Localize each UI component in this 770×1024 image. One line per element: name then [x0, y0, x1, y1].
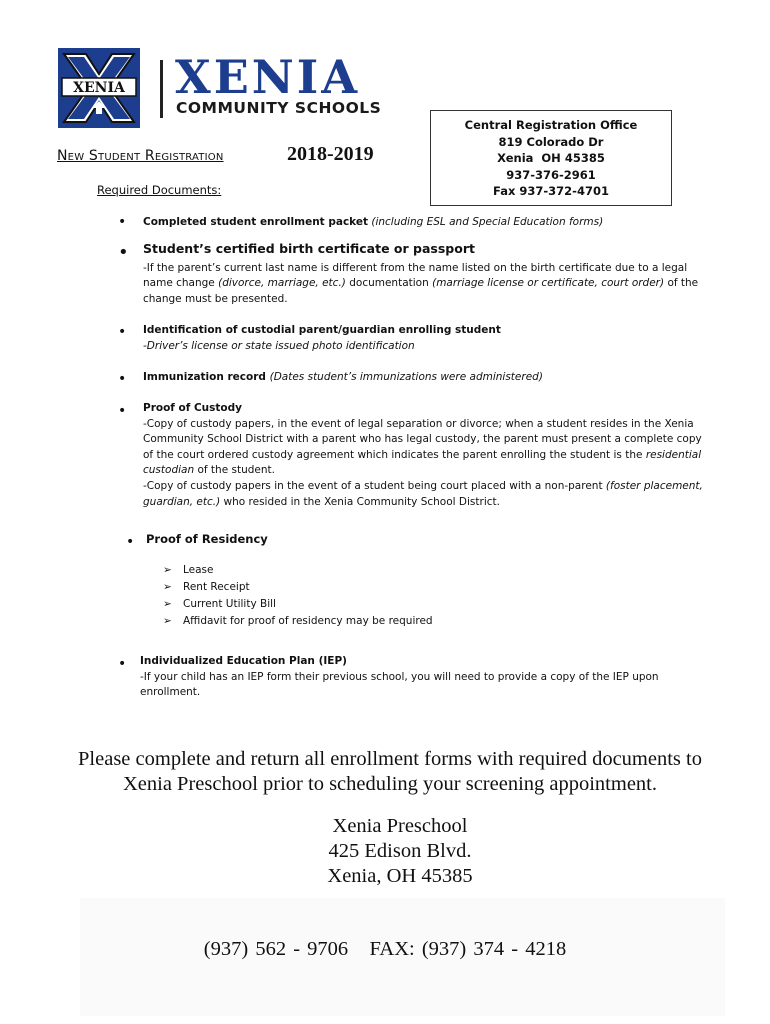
central-registration-box — [430, 110, 672, 206]
list-item: Completed student enrollment packet (including ESL and Special Education forms) — [143, 216, 604, 228]
brand-subtitle: COMMUNITY SCHOOLS — [176, 99, 382, 117]
preschool-name: Xenia Preschool — [332, 815, 468, 837]
required-documents-heading: Required Documents: — [97, 183, 222, 197]
sub-item: ➢ Lease — [163, 564, 214, 576]
list-item: Immunization record (Dates student’s immunizations were administered) — [143, 371, 543, 383]
office-city: Xenia OH 45385 — [497, 151, 605, 165]
xenia-logo — [58, 48, 140, 128]
sub-item: ➢ Affidavit for proof of residency may be required — [163, 615, 433, 627]
list-item-title: Proof of Residency — [146, 532, 268, 546]
registration-year: 2018-2019 — [287, 143, 374, 165]
bullet: • — [118, 324, 127, 340]
list-item: Individualized Education Plan (IEP) -If your child has an IEP form their previous school, you will need to provide a copy of the IEP upon enrollment. — [140, 655, 659, 699]
office-street: 819 Colorado Dr — [498, 134, 604, 149]
office-fax: Fax 937-372-4701 — [493, 184, 609, 198]
list-item: Identification of custodial parent/guardian enrolling student -Driver’s license or state issued photo identification — [143, 324, 501, 352]
bullet: • — [126, 534, 135, 550]
logo-text: XENIA — [73, 80, 125, 96]
sub-item: ➢ Current Utility Bill — [163, 598, 276, 610]
preschool-street: 425 Edison Blvd. — [328, 840, 472, 862]
logo-separator — [160, 60, 163, 118]
list-item: Student’s certified birth certificate or passport -If the parent’s current last name is different from the name listed on the birth certificate due to a legal name change (divorce, marriage, etc.) documentation (marriage license or certificate, court order) of the change must be presented. — [143, 241, 699, 305]
office-phone: 937-376-2961 — [506, 167, 596, 182]
closing-line-2: Xenia Preschool prior to scheduling your screening appointment. — [122, 773, 657, 795]
brand-name: XENIA — [175, 50, 361, 104]
registration-title: New Student Registration — [57, 148, 224, 164]
bullet: • — [118, 242, 129, 263]
bullet: • — [118, 214, 127, 230]
closing-line-1: Please complete and return all enrollment forms with required documents to — [78, 748, 702, 770]
preschool-phone-fax: (937) 562 - 9706 FAX: (937) 374 - 4218 — [203, 938, 567, 960]
office-name: Central Registration Office — [464, 118, 638, 132]
bullet: • — [118, 656, 127, 672]
preschool-city: Xenia, OH 45385 — [327, 865, 473, 887]
list-item: Proof of Custody -Copy of custody papers, in the event of legal separation or divorce; when a student resides in the Xenia Community School District with a parent who has legal custody, the parent must present a complete copy of the court ordered custody agreement which indicates the parent enrolling the student is the residential custodian of the student. -Copy of custody papers in the event of a student being court placed with a non-parent (foster placement, guardian, etc.) who resided in the Xenia Community School District. — [143, 402, 703, 508]
bullet: • — [118, 403, 127, 419]
bullet: • — [118, 371, 127, 387]
sub-item: ➢ Rent Receipt — [163, 581, 250, 593]
